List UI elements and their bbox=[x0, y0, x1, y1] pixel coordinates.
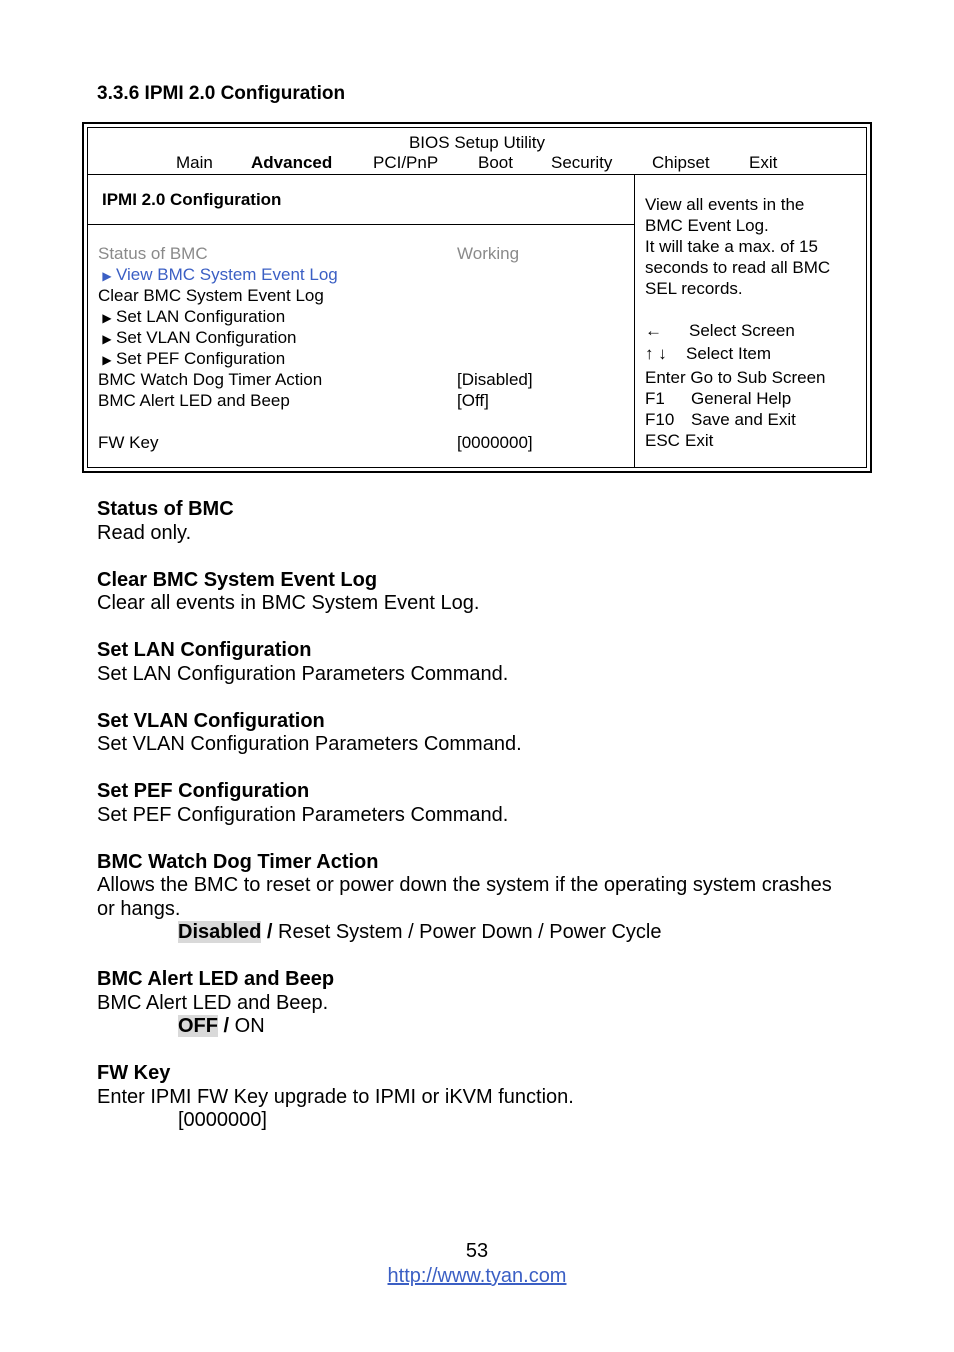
menu-tab-boot[interactable]: Boot bbox=[478, 153, 513, 172]
option-set-lan-configuration[interactable] bbox=[98, 307, 285, 327]
value-status-of-bmc: Working bbox=[457, 244, 520, 263]
submenu-arrow-icon: ▶ bbox=[102, 269, 112, 283]
key-action: Go to Sub Screen bbox=[690, 368, 826, 387]
key-help-sub-screen bbox=[645, 368, 826, 388]
bios-title: BIOS Setup Utility bbox=[408, 133, 546, 152]
help-text-line: SEL records. bbox=[645, 279, 743, 298]
key-action: Select Screen bbox=[689, 321, 795, 340]
value-alert-led-beep[interactable]: [Off] bbox=[457, 391, 489, 410]
key-help-save-exit bbox=[645, 410, 796, 430]
option-label: View BMC System Event Log bbox=[116, 265, 338, 284]
desc-text: Set PEF Configuration Parameters Command. bbox=[97, 804, 509, 826]
desc-title-clear-event-log: Clear BMC System Event Log bbox=[97, 569, 378, 591]
tyan-website-link[interactable]: http://www.tyan.com bbox=[387, 1265, 567, 1287]
key-action: Select Item bbox=[686, 344, 772, 363]
desc-title-fw-key: FW Key bbox=[97, 1062, 171, 1084]
panel-title: IPMI 2.0 Configuration bbox=[102, 190, 282, 209]
help-text-line: It will take a max. of 15 bbox=[645, 237, 818, 256]
key-help-general-help bbox=[645, 389, 791, 409]
submenu-arrow-icon: ▶ bbox=[102, 332, 112, 346]
menu-tab-main[interactable]: Main bbox=[176, 153, 213, 172]
desc-text: Allows the BMC to reset or power down the system if the operating system crashes bbox=[97, 874, 832, 896]
left-arrow-icon: ← bbox=[645, 321, 662, 340]
option-label: Set PEF Configuration bbox=[116, 349, 286, 368]
key-action: Save and Exit bbox=[691, 410, 796, 429]
submenu-arrow-icon: ▶ bbox=[102, 353, 112, 367]
option-label: Set LAN Configuration bbox=[116, 307, 286, 326]
desc-options-alert-led bbox=[178, 1015, 265, 1038]
desc-title-set-lan: Set LAN Configuration bbox=[97, 639, 312, 661]
key-label: ESC bbox=[645, 431, 680, 450]
other-options: Reset System / Power Down / Power Cycle bbox=[278, 921, 662, 943]
option-fw-key[interactable]: FW Key bbox=[98, 433, 159, 452]
desc-value-fw-key: [0000000] bbox=[178, 1109, 267, 1131]
option-watchdog-timer-action[interactable]: BMC Watch Dog Timer Action bbox=[98, 370, 323, 389]
key-help-exit bbox=[645, 431, 713, 451]
option-label: Set VLAN Configuration bbox=[116, 328, 297, 347]
option-clear-bmc-event-log[interactable]: Clear BMC System Event Log bbox=[98, 286, 324, 305]
help-text-line: seconds to read all BMC bbox=[645, 258, 831, 277]
menu-divider bbox=[88, 174, 866, 175]
option-alert-led-beep[interactable]: BMC Alert LED and Beep bbox=[98, 391, 290, 410]
bios-frame bbox=[87, 127, 867, 468]
bios-setup-screenshot bbox=[82, 122, 872, 473]
option-set-vlan-configuration[interactable] bbox=[98, 328, 297, 348]
key-label: Enter bbox=[645, 368, 686, 387]
menu-tab-pcipnp[interactable]: PCI/PnP bbox=[373, 153, 439, 172]
option-separator: / bbox=[218, 1015, 235, 1037]
section-heading: 3.3.6 IPMI 2.0 Configuration bbox=[97, 83, 346, 104]
option-view-bmc-event-log[interactable] bbox=[98, 265, 338, 285]
value-watchdog-timer-action[interactable]: [Disabled] bbox=[457, 370, 533, 389]
desc-title-alert-led: BMC Alert LED and Beep bbox=[97, 968, 335, 990]
option-separator: / bbox=[261, 921, 279, 943]
desc-text: Enter IPMI FW Key upgrade to IPMI or iKVM function. bbox=[97, 1086, 574, 1108]
default-option: Disabled bbox=[178, 921, 262, 943]
footer-link-container bbox=[0, 1265, 954, 1288]
menu-tab-advanced[interactable]: Advanced bbox=[251, 153, 333, 172]
desc-text: Read only. bbox=[97, 522, 192, 544]
key-action: Exit bbox=[685, 431, 714, 450]
other-options: ON bbox=[234, 1015, 265, 1037]
page-number: 53 bbox=[465, 1240, 489, 1262]
menu-tab-security[interactable]: Security bbox=[551, 153, 613, 172]
key-label: F1 bbox=[645, 389, 665, 408]
desc-text: Set VLAN Configuration Parameters Command. bbox=[97, 733, 522, 755]
key-help-select-item bbox=[645, 344, 771, 364]
option-set-pef-configuration[interactable] bbox=[98, 349, 285, 369]
desc-title-set-pef: Set PEF Configuration bbox=[97, 780, 310, 802]
desc-title-watchdog: BMC Watch Dog Timer Action bbox=[97, 851, 379, 873]
option-status-of-bmc: Status of BMC bbox=[98, 244, 208, 263]
key-help-select-screen bbox=[645, 321, 795, 341]
panel-divider bbox=[634, 174, 635, 467]
key-label: F10 bbox=[645, 410, 675, 429]
desc-title-set-vlan: Set VLAN Configuration bbox=[97, 710, 325, 732]
submenu-arrow-icon: ▶ bbox=[102, 311, 112, 325]
help-text-line: BMC Event Log. bbox=[645, 216, 769, 235]
desc-title-status-of-bmc: Status of BMC bbox=[97, 498, 234, 520]
value-fw-key[interactable]: [0000000] bbox=[457, 433, 533, 452]
menu-tab-chipset[interactable]: Chipset bbox=[652, 153, 710, 172]
desc-text: or hangs. bbox=[97, 898, 181, 920]
desc-text: Set LAN Configuration Parameters Command. bbox=[97, 663, 509, 685]
desc-text: Clear all events in BMC System Event Log. bbox=[97, 592, 480, 614]
help-text-line: View all events in the bbox=[645, 195, 805, 214]
menu-tab-exit[interactable]: Exit bbox=[749, 153, 778, 172]
desc-options-watchdog bbox=[178, 921, 662, 944]
up-down-arrow-icon: ↑ ↓ bbox=[645, 344, 667, 363]
default-option: OFF bbox=[178, 1015, 218, 1037]
panel-header-divider bbox=[88, 224, 634, 225]
key-action: General Help bbox=[691, 389, 792, 408]
desc-text: BMC Alert LED and Beep. bbox=[97, 992, 329, 1014]
